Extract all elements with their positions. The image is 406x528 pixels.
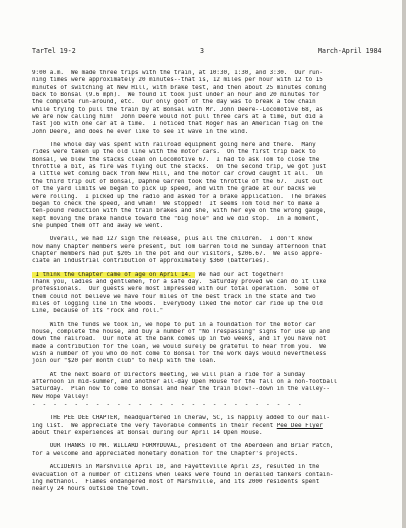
text-line: how many Chapter members were present, but Tom Garren told me Sunday afternoon that [32, 243, 327, 250]
text-line: rides were taken up the old line with the motor cars. On the first trip back to [32, 149, 316, 156]
text-line: At the next Board of Directors meeting, we will plan a ride for a Sunday [32, 371, 306, 378]
text-line: THE PEE DEE CHAPTER, headquartered in Cheraw, SC, is happily added to our mail- [32, 415, 330, 422]
paragraph-attendance [32, 236, 382, 265]
text-line: were rolling. I picked up the radio and asked for a brake application. The brakes [32, 193, 327, 200]
body-text [32, 70, 382, 494]
text-line: evacuation of a number of citizens when leaks were found in derailed tankers contain- [32, 471, 334, 478]
page-number: 3 [200, 47, 204, 55]
text-line: ing methanol. Flames endangered most of Marshville, and its 2000 residents spent [32, 478, 320, 485]
text-line: down the railroad. Our note at the bank comes up in two weeks, and if you have not [32, 336, 327, 343]
text-run: ing list. We appreciate the very favorable comments in their recent [32, 422, 277, 429]
text-line: ning times were approximately 20 minutes--that is, 12 miles per hour with 12 to 15 [32, 77, 323, 84]
paragraph-railroad-equipment [32, 142, 382, 230]
paragraph-train-trips [32, 70, 382, 136]
text-line: New Hope Valley! [32, 393, 89, 400]
text-line: began to check the speed, and wham! We stopped! It seems Tom told her to make a [32, 200, 320, 207]
text-line [32, 272, 382, 279]
paragraph-pee-dee-chapter [32, 415, 382, 437]
text-line: afternoon in mid-summer, and another all-day Open House for the fall on a non-football [32, 379, 337, 386]
issue-date: March-April 1984 [318, 47, 382, 55]
text-line: Bonsal, we blew the stacks clean on Locomotive 67. I had to ask Tom to close the [32, 156, 320, 163]
text-line: Thank you, ladies and gentlemen, for a safe day. Saturday proved we can do it like [32, 278, 327, 285]
text-line [32, 423, 382, 430]
section-separator: - - - - - - - - - - - - - - - - - - - - - - - - - - [32, 402, 302, 409]
text-line: ciate an industrial contribution of approximately $360 (batteries). [32, 258, 270, 265]
text-run: We had our act together! [195, 271, 284, 278]
text-line: 9:00 a.m. We made three trips with the train, at 10:30, 1:30, and 3:30. Our run- [32, 70, 323, 76]
text-line: OUR THANKS TO MR. WILLARD FORMYDUVAL, president of the Aberdeen and Briar Patch, [32, 443, 334, 450]
text-line: ten-pound reduction with the train brakes and she, with her eye on the wrong gauge, [32, 208, 327, 215]
text-line: With the funds we took in, we hope to put in a foundation for the motor car [32, 321, 316, 328]
newsletter-issue: TarTel 19-2 [32, 47, 76, 55]
text-line: Chapter members had put $205 in the pot and our visitors, $206.67. We also appre- [32, 250, 323, 257]
text-line: Line, because of its "rock and roll." [32, 308, 164, 315]
text-line: nearly 24 hours outside the town. [32, 486, 150, 493]
text-line: minutes of switching at New Hill, with brake test, and then about 25 minutes coming [32, 84, 327, 91]
text-line: wish a number of you who do not come to Bonsal for the work days would nevertheless [32, 351, 327, 358]
text-line: throttle a bit, as fire was flying out the stacks. On the second trip, we got just [32, 164, 327, 171]
text-line: the complete run-around, etc. Our only goof of the day was to break a tow chain [32, 99, 316, 106]
paragraph-came-of-age [32, 272, 382, 316]
text-line: house, complete the house, and buy a number of "No Trespassing" signs for use up and [32, 329, 330, 335]
text-line: a little wet coming back from New Hill, and the motor car crowd caught it all. On [32, 171, 323, 178]
text-line: back to Bonsal (9.6 mph). We found it took just under an hour and 20 minutes for [32, 92, 320, 99]
text-line: for a welcome and appreciated monetary donation for the Chapter's projects. [32, 450, 298, 457]
text-line: ACCIDENTS in Marshville April 10, and Fayetteville April 23, resulted in the [32, 464, 320, 471]
highlighted-sentence: I think the Chapter came of age on April 14. [32, 271, 196, 278]
text-line: Overall, we had 127 sign the release, plus all the children. I don't know [32, 236, 313, 243]
text-line: The whole day was spent with railroad equipment going here and there. Many [32, 142, 316, 149]
text-line: John Deere, and does he ever like to see it wave in the wind. [32, 128, 249, 135]
text-line: of the yard limits we began to pick up speed, and with the grade at our backs we [32, 186, 316, 193]
text-line: she pumped them off and away we went. [32, 222, 164, 229]
text-line: Saturday. Plan now to come to Bonsal and hear the train blow!--down in the valley-- [32, 386, 330, 393]
text-line: made a contribution for the loan, we would surely be grateful to hear from you. We [32, 343, 327, 350]
text-line: the third trip out of Bonsal, Daphne Garren took the throttle of the 67. Just out [32, 178, 323, 185]
text-line: about their experiences at Bonsal during our April 14 Open House. [32, 430, 263, 437]
paragraph-thanks [32, 443, 382, 458]
text-line: kept moving the brake handle toward the "big hole" and we did stop. In a moment, [32, 215, 320, 222]
paragraph-funds [32, 322, 382, 366]
publication-title: Pee Dee Flyer [276, 422, 323, 429]
text-line: fast job with one car at a time. I noticed that Roger has an American flag on the [32, 121, 323, 128]
text-line: while trying to pull the train by at Bonsal with Mr. John Deere--Locomotive 68, as [32, 106, 323, 113]
paragraph-accidents [32, 464, 382, 493]
text-line: join our "$20 per month club" to help with the loan. [32, 358, 217, 365]
text-line: we are now calling him! John Deere would not pull three cars at a time, but did a [32, 114, 323, 121]
text-line: them could not believe we have four miles of the best track in the state and two [32, 293, 316, 300]
text-line: miles of logging line in the woods. Everybody liked the motor car ride up the Old [32, 300, 323, 307]
text-line: professionals. Our guests were most impressed with our total operation. Some of [32, 286, 320, 293]
paragraph-board-meeting [32, 372, 382, 401]
